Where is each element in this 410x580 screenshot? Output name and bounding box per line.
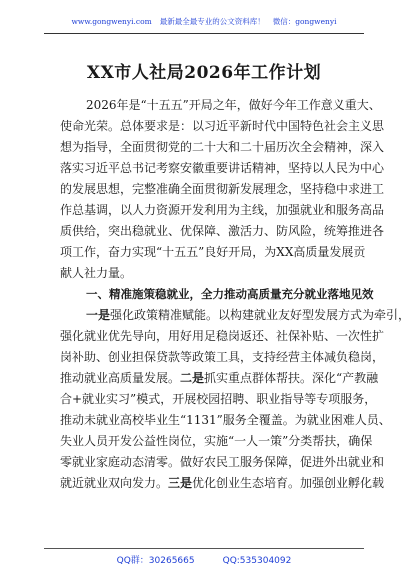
document-body bbox=[60, 95, 410, 494]
intro-line: 使命光荣。总体要求是：以习近平新时代中国特色社会主义思 bbox=[60, 119, 385, 133]
section-line bbox=[60, 305, 410, 326]
section-line bbox=[60, 368, 379, 389]
point-marker: 二是 bbox=[180, 371, 205, 385]
page-header bbox=[0, 16, 408, 27]
header-slogan: 最新最全最专业的公文资料库！ bbox=[159, 17, 265, 26]
section-line bbox=[60, 473, 385, 494]
section-line: 零就业家庭动态清零。做好农民工服务保障，促进外出就业和 bbox=[60, 455, 385, 469]
intro-line: 项工作，奋力实现“十五五”良好开局，为XX高质量发展贡 bbox=[60, 245, 366, 259]
intro-line: 献人社力量。 bbox=[60, 266, 133, 280]
header-divider bbox=[44, 33, 364, 34]
section-line: 推动未就业高校毕业生“1131”服务全覆盖。为就业困难人员、 bbox=[60, 413, 391, 427]
intro-line: 质供给，突出稳就业、优保障、激活力、防风险，统筹推进各 bbox=[60, 224, 385, 238]
section-line: 岗补助、创业担保贷款等政策工具，支持经营主体减负稳岗， bbox=[60, 350, 385, 364]
footer-divider bbox=[44, 548, 364, 549]
document-title: XX市人社局2026年工作计划 bbox=[86, 63, 322, 83]
section-line: 失业人员开发公益性岗位，实施“一人一策”分类帮扶，确保 bbox=[60, 434, 373, 448]
section-line: 强化就业优先导向，用好用足稳岗返还、社保补贴、一次性扩 bbox=[60, 329, 385, 343]
section-line: 合+就业实习”模式，开展校园招聘、职业指导等专项服务， bbox=[60, 392, 377, 406]
section-text: 抓实重点群体帮扶。深化“产教融 bbox=[204, 371, 379, 385]
section-text: 强化政策精准赋能。以构建就业友好型发展方式为牵引， bbox=[110, 308, 410, 322]
intro-line: 想为指导，全面贯彻党的二十大和二十届历次全会精神，深入 bbox=[60, 140, 385, 154]
intro-line: 作总基调，以人力资源开发利用为主线，加强就业和服务高品 bbox=[60, 203, 385, 217]
section-heading: 一、精准施策稳就业，全力推动高质量充分就业落地见效 bbox=[86, 287, 374, 301]
section-text: 优化创业生态培育。加强创业孵化载 bbox=[192, 476, 385, 490]
section-text: 推动就业高质量发展。 bbox=[60, 371, 181, 385]
point-marker: 三是 bbox=[168, 476, 193, 490]
header-wechat: 微信：gongwenyi bbox=[272, 17, 337, 26]
intro-line: 落实习近平总书记考察安徽重要讲话精神，坚持以人民为中心 bbox=[60, 161, 385, 175]
point-marker: 一是 bbox=[86, 308, 111, 322]
footer-qq: QQ:535304092 bbox=[222, 556, 292, 566]
intro-line: 2026年是“十五五”开局之年，做好今年工作意义重大、 bbox=[86, 98, 381, 112]
footer-qq-group: QQ群：30265665 bbox=[116, 556, 195, 566]
intro-line: 的发展思想，完整准确全面贯彻新发展理念，坚持稳中求进工 bbox=[60, 182, 385, 196]
page-footer bbox=[0, 553, 408, 566]
section-text: 就近就业双向发力。 bbox=[60, 476, 169, 490]
header-site[interactable]: www.gongwenyi.com bbox=[71, 17, 152, 26]
